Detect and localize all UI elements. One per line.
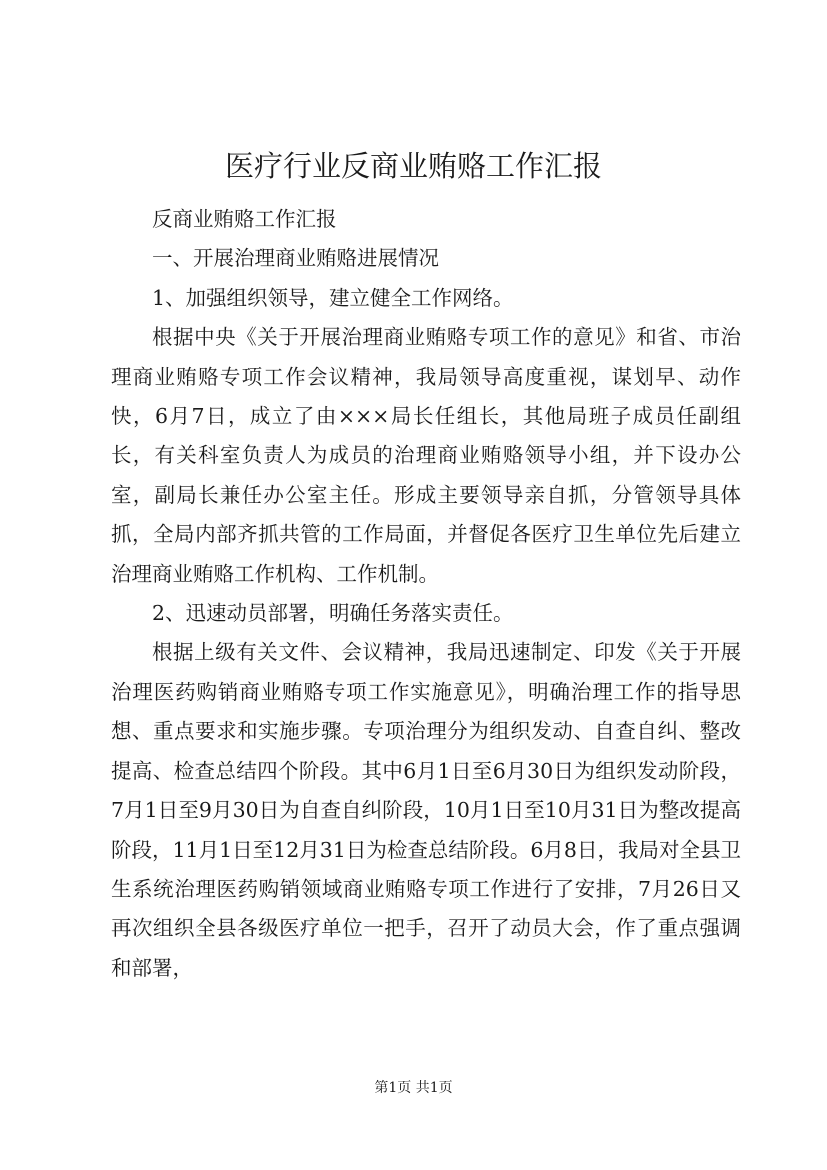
section-heading: 一、开展治理商业贿赂进展情况 bbox=[152, 246, 439, 271]
page-number-footer: 第1页 共1页 bbox=[374, 1080, 453, 1096]
body-paragraph-1: 根据中央《关于开展治理商业贿赂专项工作的意见》和省、市治理商业贿赂专项工作会议精神，我局领导高度重视，谋划早、动作快，6月7日，成立了由×××局长任组长，其他局班子成员任副组长，有关科室负责人为成员的治理商业贿赂领导小组，并下设办公室，副局长兼任办公室主任。形成主要领导亲自抓，分管领导具体抓，全局内部齐抓共管的工作局面，并督促各医疗卫生单位先后建立治理商业贿赂工作机构、工作机制。 bbox=[111, 325, 741, 586]
subtitle-paragraph: 反商业贿赂工作汇报 bbox=[152, 207, 337, 231]
document-title: 医疗行业反商业贿赂工作汇报 bbox=[224, 149, 602, 183]
document-body bbox=[111, 200, 741, 988]
subsection-heading-2: 2、迅速动员部署，明确任务落实责任。 bbox=[152, 601, 514, 626]
subsection-heading-1: 1、加强组织领导，建立健全工作网络。 bbox=[152, 285, 514, 310]
body-paragraph-2: 根据上级有关文件、会议精神，我局迅速制定、印发《关于开展治理医药购销商业贿赂专项工作实施意见》，明确治理工作的指导思想、重点要求和实施步骤。专项治理分为组织发动、自查自纠、整改提高、检查总结四个阶段。其中6月1日至6月30日为组织发动阶段，7月1日至9月30日为自查自纠阶段，10月1日至10月31日为整改提高阶段，11月1日至12月31日为检查总结阶段。6月8日，我局对全县卫生系统治理医药购销领域商业贿赂专项工作进行了安排，7月26日又再次组织全县各级医疗单位一把手，召开了动员大会，作了重点强调和部署， bbox=[111, 640, 741, 980]
